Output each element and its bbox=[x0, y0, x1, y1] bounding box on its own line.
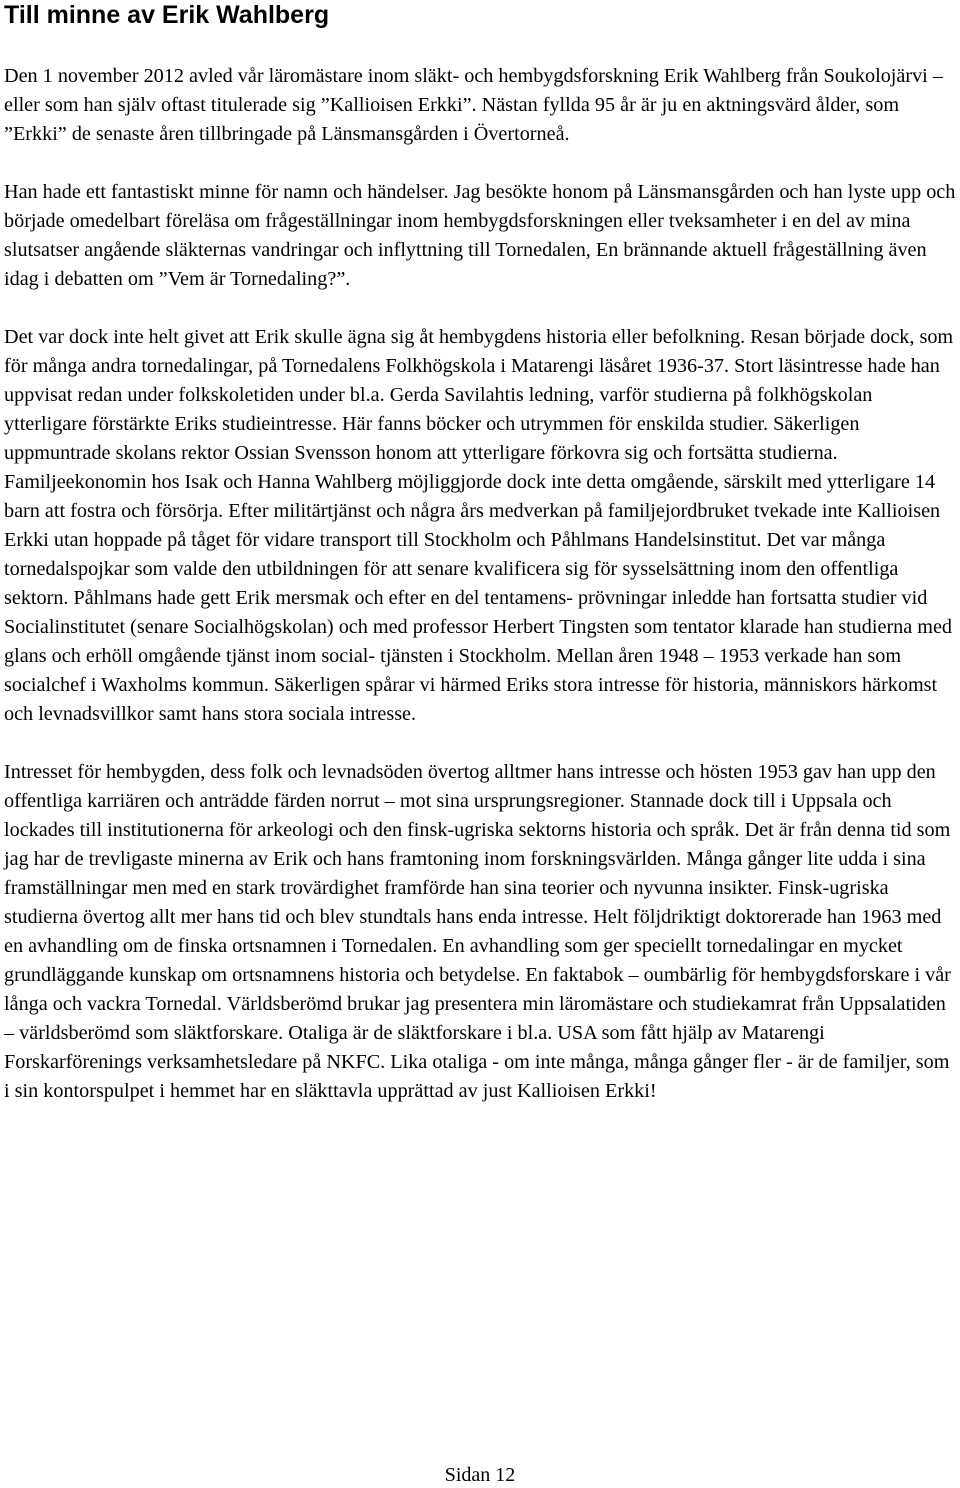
paragraph-intro: Den 1 november 2012 avled vår läromästare inom släkt- och hembygdsforskning Erik Wahlberg från Soukolojärvi – eller som han själv oftast titulerade sig ”Kallioisen Erkki”. Nästan fyllda 95 år är ju en aktningsvärd ålder, som ”Erkki” de senaste åren tillbringade på Länsmansgården i Övertorneå. bbox=[4, 65, 943, 145]
paragraph-memory: Han hade ett fantastiskt minne för namn och händelser. Jag besökte honom på Länsmansgården och han lyste upp och började omedelbart föreläsa om frågeställningar inom hembygdsforskningen eller tveksamheter i en del av mina slutsatser angående släkternas vandringar och inflyttning till Tornedalen, En brännande aktuell frågeställning även idag i debatten om ”Vem är Tornedaling?”. bbox=[4, 181, 956, 290]
paragraph-education: Det var dock inte helt givet att Erik skulle ägna sig åt hembygdens historia eller befolkning. Resan började dock, som för många andra tornedalingar, på Tornedalens Folkhögskola i Matarengi läsåret 1936-37. Stort läsintresse hade han uppvisat redan under folkskoletiden under bl.a. Gerda Savilahtis ledning, varför studierna på folkhögskolan ytterligare förstärkte Eriks studieintresse. Här fanns böcker och utrymmen för enskilda studier. Säkerligen uppmuntrade skolans rektor Ossian Svensson honom att ytterligare förkovra sig och fortsätta studierna. Familjeekonomin hos Isak och Hanna Wahlberg möjliggjorde dock inte detta omgående, särskilt med ytterligare 14 barn att fostra och försörja. Efter militärtjänst och några års medverkan på familjejordbruket tvekade inte Kallioisen Erkki utan hoppade på tåget för vidare transport till Stockholm och Påhlmans Handelsinstitut. Det var många tornedalspojkar som valde den utbildningen för att senare kvalificera sig för sysselsättning inom den offentliga sektorn. Påhlmans hade gett Erik mersmak och efter en del tentamens- prövningar inledde han fortsatta studier vid Socialinstitutet (senare Socialhögskolan) och med professor Herbert Tingsten som tentator klarade han studierna med glans och erhöll omgående tjänst inom social- tjänsten i Stockholm. Mellan åren 1948 – 1953 verkade han som socialchef i Waxholms kommun. Säkerligen spårar vi härmed Eriks stora intresse för historia, människors härkomst och levnadsvillkor samt hans stora sociala intresse. bbox=[4, 326, 954, 725]
paragraph-research: Intresset för hembygden, dess folk och levnadsöden övertog alltmer hans intresse och hösten 1953 gav han upp den offentliga karriären och anträdde färden norrut – mot sina ursprungsregioner. Stannade dock till i Uppsala och lockades till institutionerna för arkeologi och den finsk-ugriska sektorns historia och språk. Det är från denna tid som jag har de trevligaste minerna av Erik och hans framtoning inom forskningsvärlden. Många gånger lite udda i sina framställningar men med en stark trovärdighet framförde han sina teorier och nyvunna insikter. Finsk-ugriska studierna övertog allt mer hans tid och blev stundtals hans enda intresse. Helt följdriktigt doktorerade han 1963 med en avhandling om de finska ortsnamnen i Tornedalen. En avhandling som ger speciellt tornedalingar en mycket grundläggande kunskap om ortsnamnens historia och betydelse. En faktabok – oumbärlig för hembygdsforskare i vår långa och vackra Tornedal. Världsberömd brukar jag presentera min läromästare och studiekamrat från Uppsalatiden – världsberömd som släktforskare. Otaliga är de släktforskare i bl.a. USA som fått hjälp av Matarengi Forskarförenings verksamhetsledare på NKFC. Lika otaliga - om inte många, många gånger fler - är de familjer, som i sin kontorspulpet i hemmet har en släkttavla upprättad av just Kallioisen Erkki! bbox=[4, 761, 951, 1102]
page-number: Sidan 12 bbox=[444, 1464, 516, 1486]
article-body bbox=[4, 62, 956, 1106]
page-title: Till minne av Erik Wahlberg bbox=[4, 1, 330, 29]
